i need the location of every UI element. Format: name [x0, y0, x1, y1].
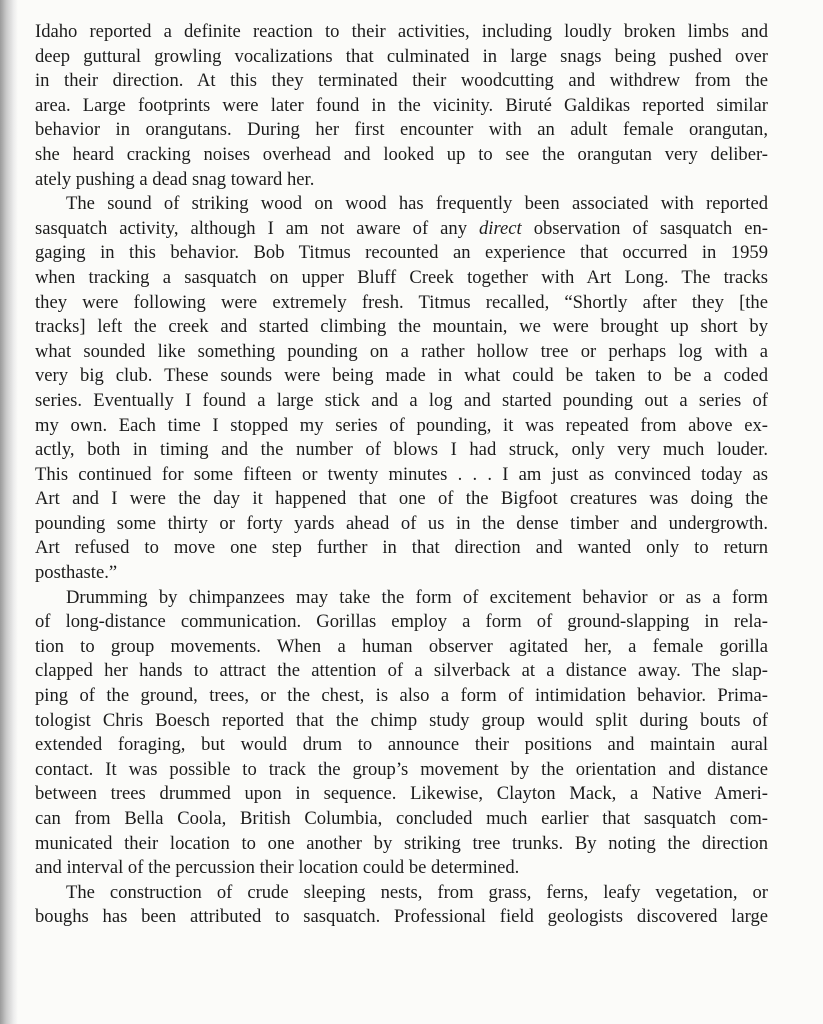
text-line: Art refused to move one step further in that direction and wanted only to return: [35, 537, 768, 559]
text-line: area. Large footprints were later found in the vicinity. Biruté Galdikas reported similar: [35, 94, 768, 116]
text-line: posthaste.”: [35, 562, 118, 584]
text-line: The sound of striking wood on wood has frequently been associated with reported: [66, 193, 768, 215]
emphasis-direct: direct: [479, 217, 522, 239]
text-line: of long-distance communication. Gorillas employ a form of ground-slapping in rela-: [35, 611, 768, 633]
text-line: in their direction. At this they terminated their woodcutting and withdrew from the: [35, 70, 768, 92]
text-line: contact. It was possible to track the group’s movement by the orientation and distance: [35, 758, 768, 780]
text-line: municated their location to one another by striking tree trunks. By noting the direction: [35, 832, 768, 854]
paragraph-wood-striking: [35, 192, 768, 586]
text-line: Idaho reported a definite reaction to their activities, including loudly broken limbs and: [35, 21, 768, 42]
text-line: extended foraging, but would drum to announce their positions and maintain aural: [35, 734, 768, 756]
text-line: deep guttural growling vocalizations that culminated in large snags being pushed over: [35, 45, 768, 67]
text-line: what sounded like something pounding on a rather hollow tree or perhaps log with a: [35, 340, 768, 362]
text-line: clapped her hands to attract the attention of a silverback at a distance away. The slap-: [35, 660, 768, 682]
paragraph-drumming: [35, 586, 768, 881]
text-line: they were following were extremely fresh. Titmus recalled, “Shortly after they [the: [35, 291, 768, 313]
text-line: ately pushing a dead snag toward her.: [35, 168, 315, 190]
text-line: ping of the ground, trees, or the chest, is also a form of intimidation behavior. Prima-: [35, 685, 768, 707]
text-line: Art and I were the day it happened that one of the Bigfoot creatures was doing the: [35, 488, 768, 510]
text-line: gaging in this behavior. Bob Titmus recounted an experience that occurred in 1959: [35, 242, 768, 264]
text-line: tracks] left the creek and started climbing the mountain, we were brought up short by: [35, 316, 768, 338]
text-line: my own. Each time I stopped my series of pounding, it was repeated from above ex-: [35, 414, 768, 436]
text-line: series. Eventually I found a large stick and a log and started pounding out a series of: [35, 389, 768, 411]
text-line: when tracking a sasquatch on upper Bluff Creek together with Art Long. The tracks: [35, 266, 768, 288]
text-line: This continued for some fifteen or twenty minutes . . . I am just as convinced today as: [35, 463, 768, 485]
paragraph-galdikas-orangutan: [35, 20, 768, 192]
text-line: she heard cracking noises overhead and looked up to see the orangutan very deliber-: [35, 143, 768, 165]
text-line: Drumming by chimpanzees may take the form of excitement behavior or as a form: [66, 586, 768, 608]
text-line: behavior in orangutans. During her first encounter with an adult female orangutan,: [35, 119, 768, 141]
text-line: tion to group movements. When a human observer agitated her, a female gorilla: [35, 635, 768, 657]
text-line: boughs has been attributed to sasquatch. Professional field geologists discovered large: [35, 906, 768, 928]
text-line: can from Bella Coola, British Columbia, concluded much earlier that sasquatch com-: [35, 808, 768, 829]
text-line: The construction of crude sleeping nests, from grass, ferns, leafy vegetation, or: [66, 881, 768, 903]
text-line: pounding some thirty or forty yards ahead of us in the dense timber and undergrowth.: [35, 512, 768, 534]
text-line: actly, both in timing and the number of blows I had struck, only very much louder.: [35, 439, 768, 461]
text-line: between trees drummed upon in sequence. Likewise, Clayton Mack, a Native Ameri-: [35, 783, 768, 805]
paragraph-sleeping-nests: [35, 881, 768, 930]
text-line: and interval of the percussion their location could be determined.: [35, 857, 520, 879]
text-line: very big club. These sounds were being made in what could be taken to be a coded: [35, 365, 768, 387]
text-line: tologist Chris Boesch reported that the chimp study group would split during bouts of: [35, 709, 768, 731]
book-page-text: [35, 20, 768, 930]
text-line: sasquatch activity, although I am not aware of any direct observation of sasquatch en-: [35, 217, 768, 239]
page-binding-shadow: [0, 0, 18, 1024]
